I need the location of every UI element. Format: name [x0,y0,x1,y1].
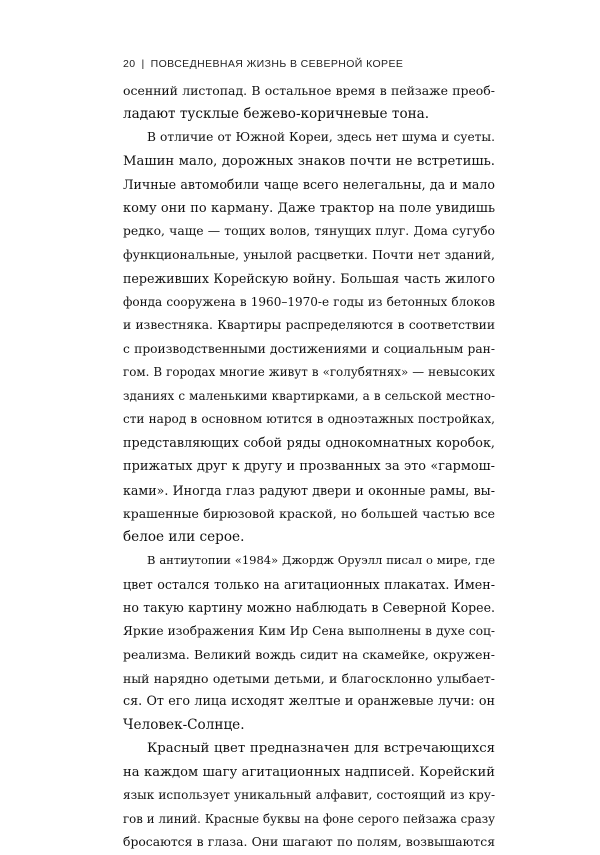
text-line: на каждом шагу агитационных надписей. Корейский [123,764,495,780]
text-line: Красный цвет предназначен для встречающихся [147,741,495,756]
running-title: ПОВСЕДНЕВНАЯ ЖИЗНЬ В СЕВЕРНОЙ КОРЕЕ [150,58,404,70]
text-line: Человек-Солнце. [123,716,245,733]
text-line: сти народ в основном ютится в одноэтажных постройках, [123,412,495,426]
text-line: кому они по карману. Даже трактор на поле увидишь [123,200,495,216]
text-line: цвет остался только на агитационных плакатах. Имен- [123,576,495,592]
text-line: и известняка. Квартиры распределяются в соответствии [123,318,495,332]
text-line: но такую картину можно наблюдать в Северной Корее. [123,600,495,615]
text-line: ный нарядно одетыми детьми, и благосклонно улыбает- [123,670,495,686]
text-line: ся. От его лица исходят желтые и оранжевые лучи: он [123,694,495,709]
page-number: 20 [123,58,136,70]
text-line: В отличие от Южной Кореи, здесь нет шума и суеты. [147,130,495,144]
text-line: язык использует уникальный алфавит, состоящий из кру- [123,788,495,802]
text-line: реализма. Великий вождь сидит на скамейке, окружен- [123,647,495,662]
text-line: редко, чаще — тощих волов, тянущих плуг. Дома сугубо [123,224,495,238]
text-line: Личные автомобили чаще всего нелегальны, да и мало [123,177,495,192]
text-line: Машин мало, дорожных знаков почти не встретишь. [123,153,495,169]
text-line: осенний листопад. В остальное время в пейзаже преоб- [123,83,495,98]
text-line: фонда сооружена в 1960–1970-е годы из бетонных блоков [123,294,495,309]
body-text [123,79,495,855]
text-line: с производственными достижениями и социальным ран- [123,341,495,356]
text-line: представляющих собой ряды однокомнатных коробок, [123,435,495,451]
running-head [123,58,493,70]
text-line: крашенные бирюзовой краской, но большей частью все [123,506,495,521]
header-separator: | [141,58,145,70]
text-line: бросаются в глаза. Они шагают по полям, возвышаются [123,835,495,849]
text-line: зданиях с маленькими квартирками, а в сельской местно- [123,388,495,403]
text-line: переживших Корейскую войну. Большая часть жилого [123,271,495,286]
text-line: прижатых друг к другу и прозванных за это «гармош- [123,459,495,474]
text-line: ками». Иногда глаз радуют двери и оконные рамы, вы- [123,482,495,498]
text-line: функциональные, унылой расцветки. Почти нет зданий, [123,247,495,262]
text-line: ладают тусклые бежево-коричневые тона. [123,105,430,122]
text-line: В антиутопии «1984» Джордж Оруэлл писал о мире, где [147,553,495,567]
text-line: Яркие изображения Ким Ир Сена выполнены в духе соц- [123,623,495,638]
text-line: гом. В городах многие живут в «голубятнях» — невысоких [123,365,495,379]
text-line: белое или серое. [123,528,245,545]
text-line: гов и линий. Красные буквы на фоне серого пейзажа сразу [123,811,495,826]
